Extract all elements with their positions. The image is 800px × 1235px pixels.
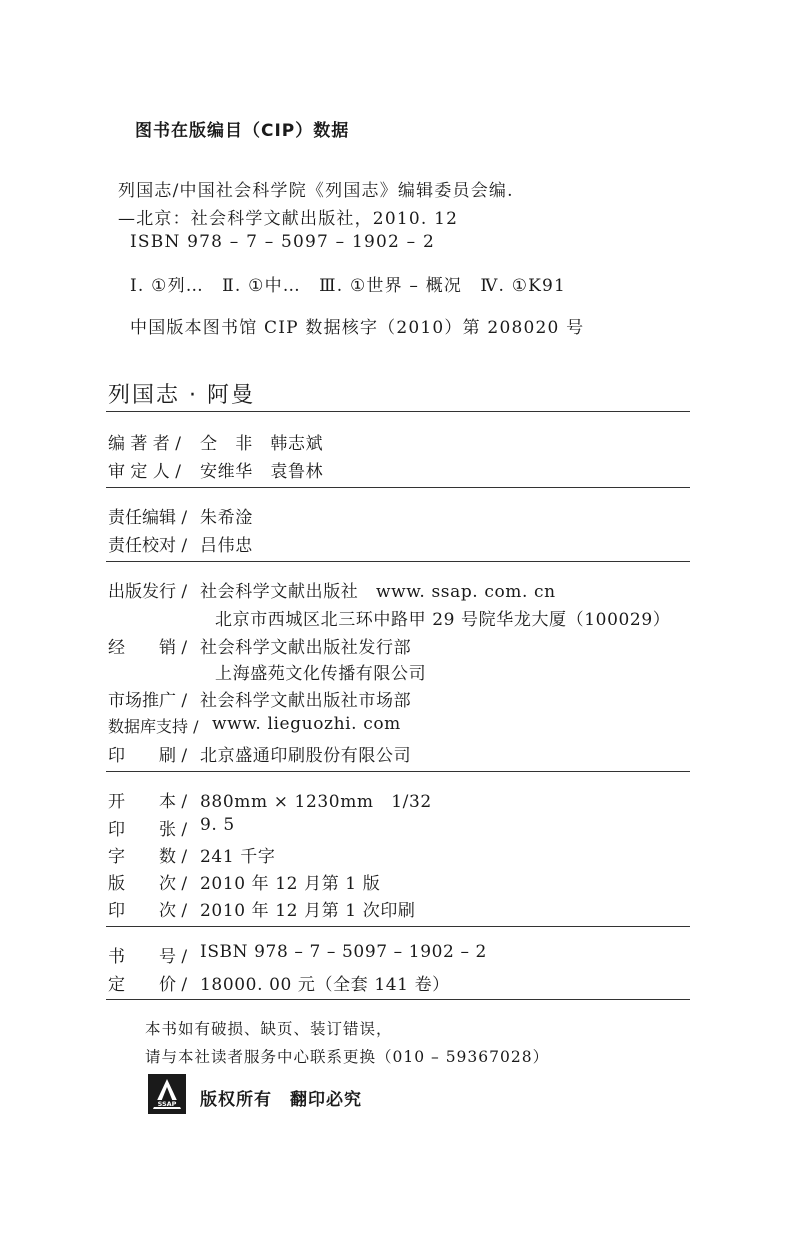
format-label: 开 本 / — [108, 792, 188, 812]
database-label: 数据库支持 / — [108, 717, 199, 736]
editor-label: 责任编辑 / — [108, 508, 188, 528]
proof-label: 责任校对 / — [108, 536, 188, 556]
cip-line-1: 列国志/中国社会科学院《列国志》编辑委员会编. — [118, 181, 514, 201]
sheets-label: 印 张 / — [108, 820, 188, 840]
cip-heading: 图书在版编目（CIP）数据 — [135, 121, 350, 141]
cip-line-5: 中国版本图书馆 CIP 数据核字（2010）第 208020 号 — [130, 318, 585, 338]
isbn-value: ISBN 978 – 7 – 5097 – 1902 – 2 — [200, 942, 487, 962]
distribution-value: 社会科学文献出版社发行部 — [200, 638, 412, 658]
divider — [106, 487, 690, 488]
notice-line-1: 本书如有破损、缺页、装订错误， — [145, 1020, 393, 1038]
isbn-label: 书 号 / — [108, 947, 188, 967]
cip-line-3: ISBN 978 – 7 – 5097 – 1902 – 2 — [130, 232, 435, 252]
database-value: www. lieguozhi. com — [212, 714, 401, 734]
book-title: 列国志 · 阿曼 — [108, 383, 255, 408]
editor-value: 朱希淦 — [200, 508, 253, 528]
price-label: 定 价 / — [108, 975, 188, 995]
printing-label: 印 次 / — [108, 901, 188, 921]
cip-line-2: —北京：社会科学文献出版社，2010. 12 — [118, 209, 459, 229]
printer-label: 印 刷 / — [108, 746, 188, 766]
divider — [106, 999, 690, 1000]
divider — [106, 561, 690, 562]
author-label: 编 著 者 / — [108, 434, 181, 454]
rights-notice — [200, 1085, 380, 1110]
publisher-value: 社会科学文献出版社 www. ssap. com. cn — [200, 582, 556, 602]
reviewer-label: 审 定 人 / — [108, 462, 181, 482]
format-value: 880mm × 1230mm 1/32 — [200, 792, 432, 812]
distribution-value-2: 上海盛苑文化传播有限公司 — [215, 664, 427, 684]
marketing-value: 社会科学文献出版社市场部 — [200, 691, 412, 711]
words-value: 241 千字 — [200, 847, 276, 867]
notice-line-2: 请与本社读者服务中心联系更换（010 – 59367028） — [145, 1048, 550, 1066]
marketing-label: 市场推广 / — [108, 691, 188, 711]
proof-value: 吕伟忠 — [200, 536, 253, 556]
printer-value: 北京盛通印刷股份有限公司 — [200, 746, 412, 766]
ssap-logo — [148, 1074, 186, 1114]
author-value: 仝 非 韩志斌 — [200, 434, 324, 454]
logo-text: SSAP — [157, 1100, 177, 1108]
rights-part-2: 翻印必究 — [290, 1090, 362, 1110]
distribution-label: 经 销 / — [108, 638, 188, 658]
reviewer-value: 安维华 袁鲁林 — [200, 462, 324, 482]
edition-value: 2010 年 12 月第 1 版 — [200, 874, 381, 894]
printing-value: 2010 年 12 月第 1 次印刷 — [200, 901, 416, 921]
edition-label: 版 次 / — [108, 874, 188, 894]
rights-part-1: 版权所有 — [200, 1090, 272, 1110]
sheets-value: 9. 5 — [200, 815, 235, 835]
price-value: 18000. 00 元（全套 141 卷） — [200, 975, 450, 995]
publisher-label: 出版发行 / — [108, 582, 188, 602]
divider — [106, 411, 690, 412]
divider — [106, 771, 690, 772]
publisher-address: 北京市西城区北三环中路甲 29 号院华龙大厦（100029） — [215, 610, 671, 630]
words-label: 字 数 / — [108, 847, 188, 867]
divider — [106, 926, 690, 927]
cip-line-4: Ⅰ. ①列… Ⅱ. ①中… Ⅲ. ①世界 – 概况 Ⅳ. ①K91 — [130, 276, 567, 296]
